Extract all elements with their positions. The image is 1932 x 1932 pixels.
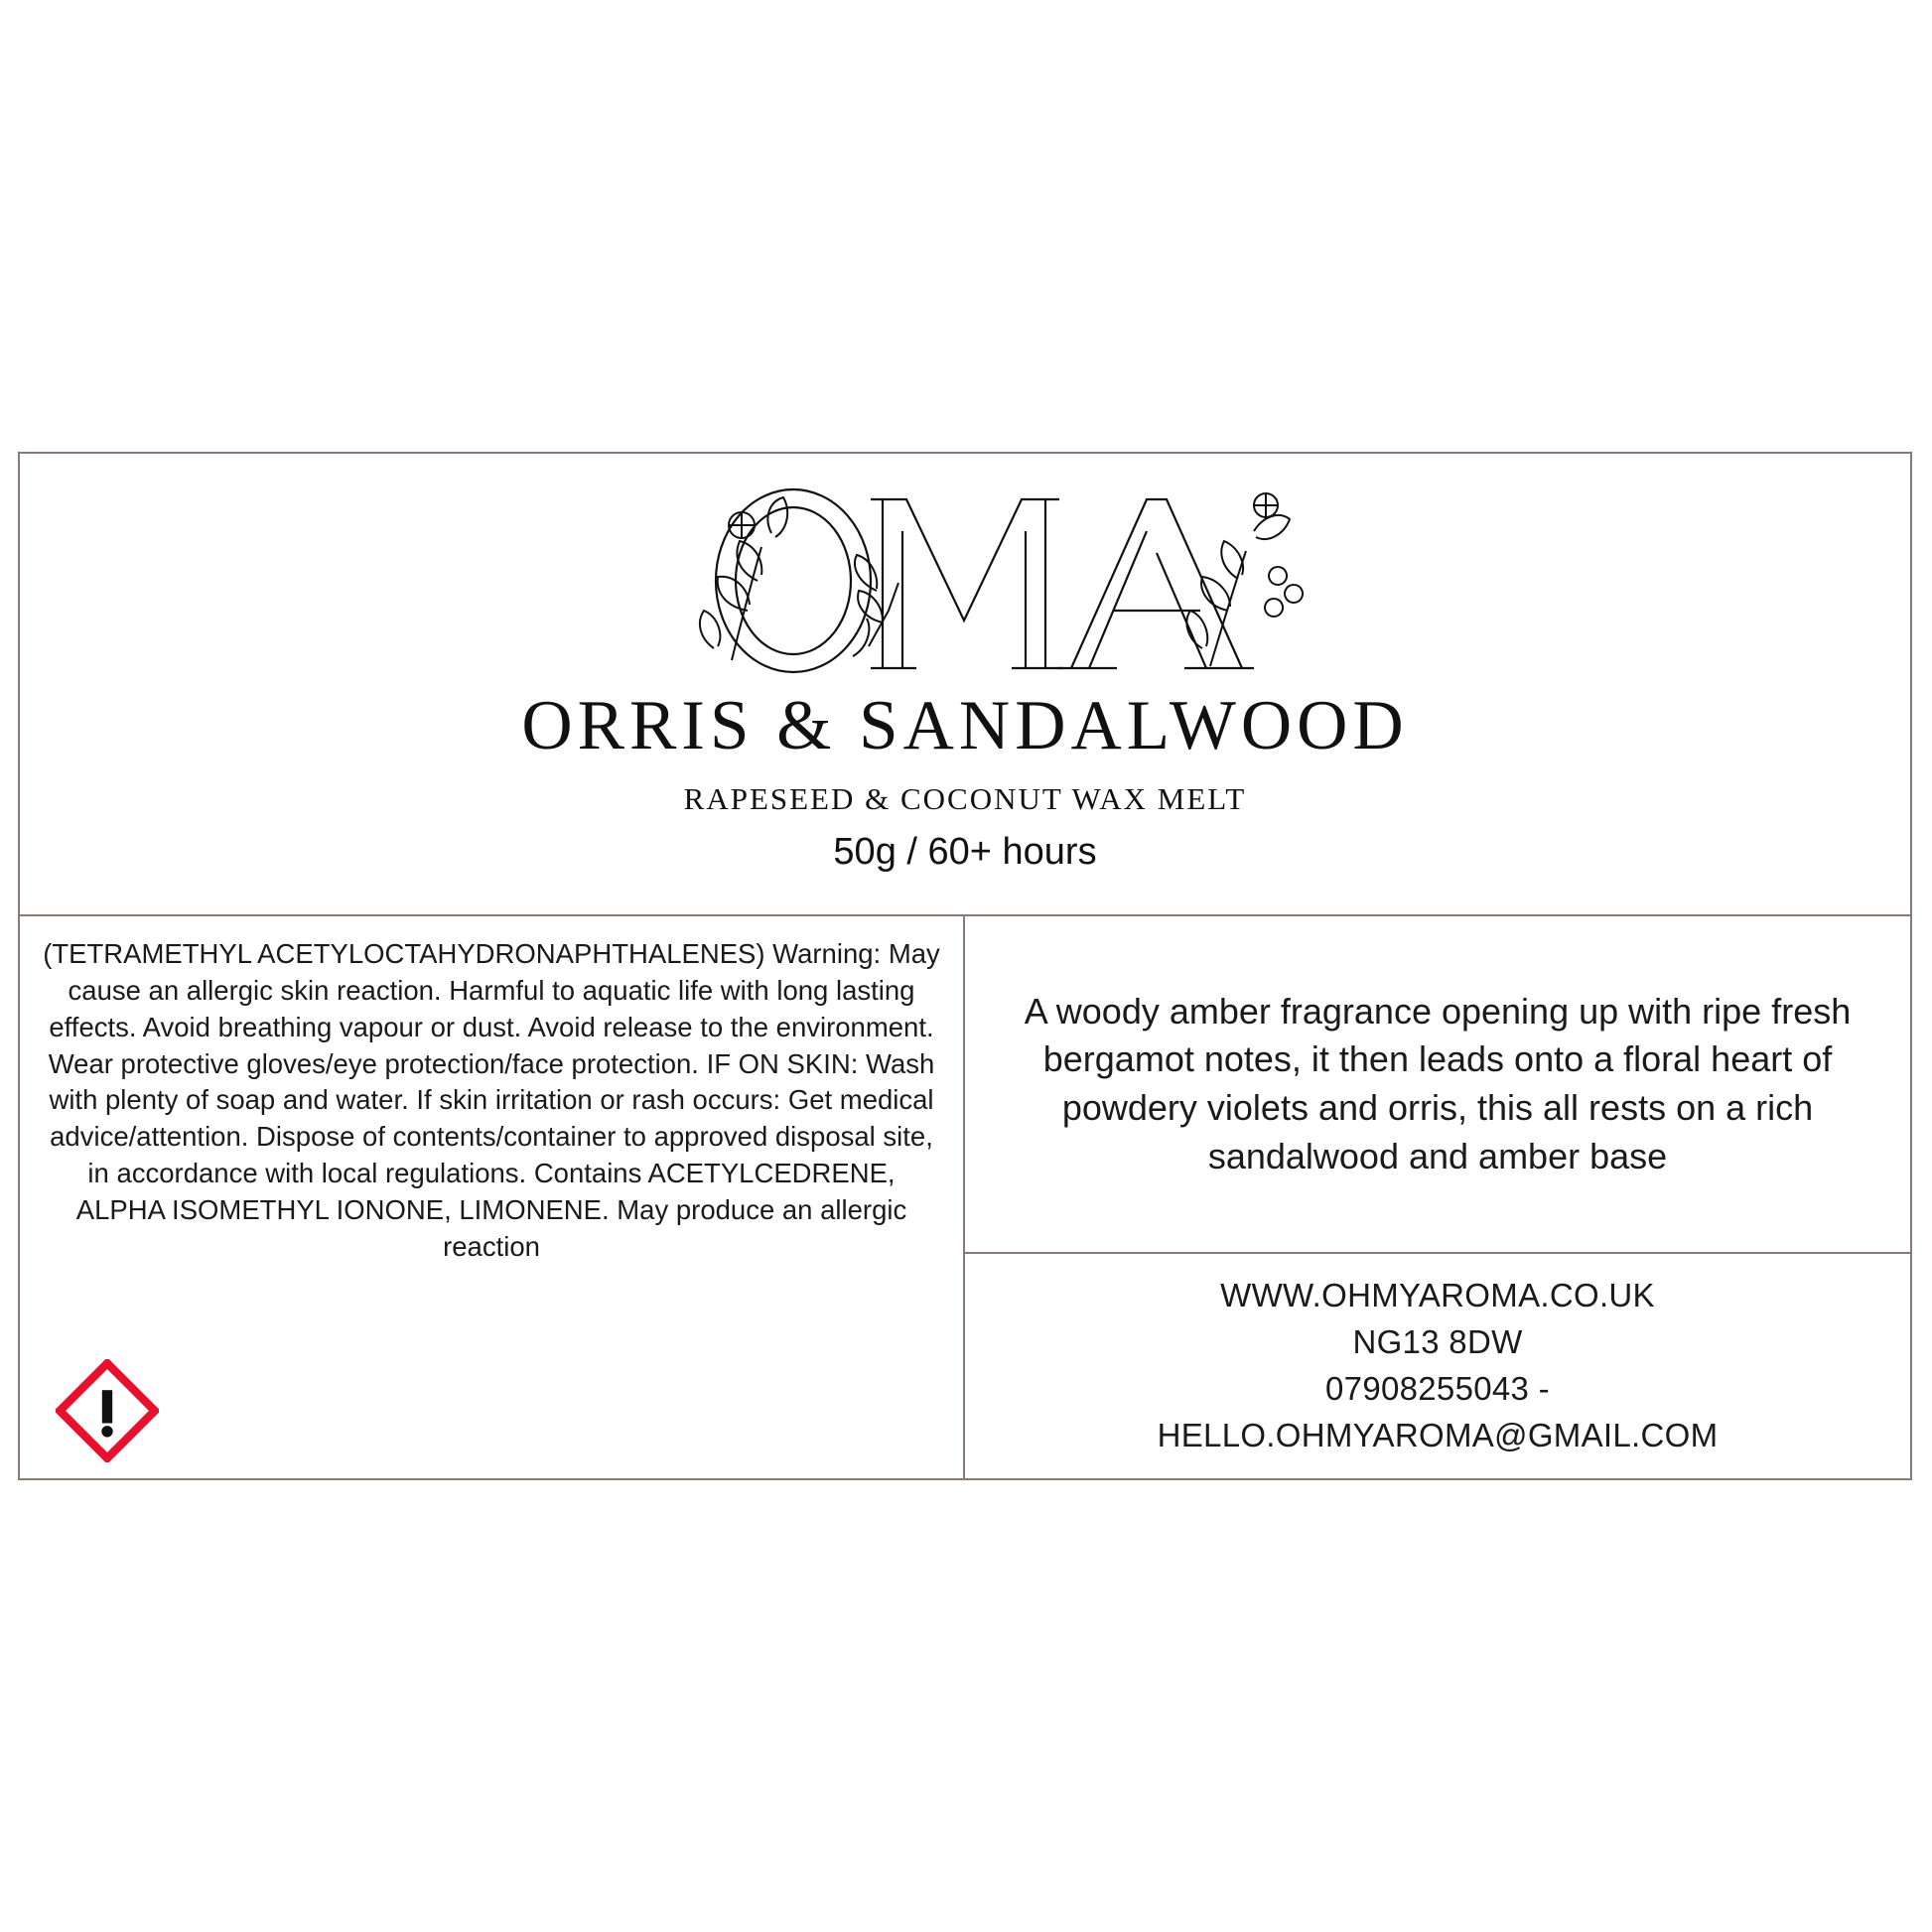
label-body: [20, 916, 1910, 1478]
product-label: [18, 452, 1912, 1480]
info-panel: [965, 916, 1910, 1478]
ghs07-exclamation-mark-icon: [56, 1359, 159, 1462]
label-header: [20, 454, 1910, 916]
floral-monogram-icon: [622, 472, 1308, 685]
page-title: ORRIS & SANDALWOOD: [521, 687, 1409, 764]
contact-website: WWW.OHMYAROMA.CO.UK: [1220, 1277, 1655, 1314]
warning-text: (TETRAMETHYL ACETYLOCTAHYDRONAPHTHALENES) Warning: May cause an allergic skin reaction. Harmful to aquatic life with long lasting effects. Avoid breathing vapour or dust. Avoid release to the environment. Wear protective gloves/eye protection/face protection. IF ON SKIN: Wash with plenty of soap and water. If skin irritation or rash occurs: Get medical advice/attention. Dispose of contents/container to approved disposal site, in accordance with local regulations. Contains ACETYLCEDRENE, ALPHA ISOMETHYL IONONE, LIMONENE. May produce an allergic reaction: [43, 938, 940, 1262]
contact-postcode: NG13 8DW: [1352, 1323, 1523, 1361]
warning-panel: [20, 916, 965, 1478]
product-size: 50g / 60+ hours: [833, 831, 1097, 873]
contact-email: HELLO.OHMYAROMA@GMAIL.COM: [1157, 1416, 1719, 1453]
contact-phone: 07908255043 -: [1325, 1370, 1550, 1407]
fragrance-description: [965, 916, 1910, 1254]
product-subtitle: RAPESEED & COCONUT WAX MELT: [683, 781, 1247, 816]
fragrance-description-text: A woody amber fragrance opening up with ripe fresh bergamot notes, it then leads onto a floral heart of powdery violets and orris, this all rests on a rich sandalwood and amber base: [1024, 990, 1852, 1176]
contact-block: [965, 1254, 1910, 1478]
